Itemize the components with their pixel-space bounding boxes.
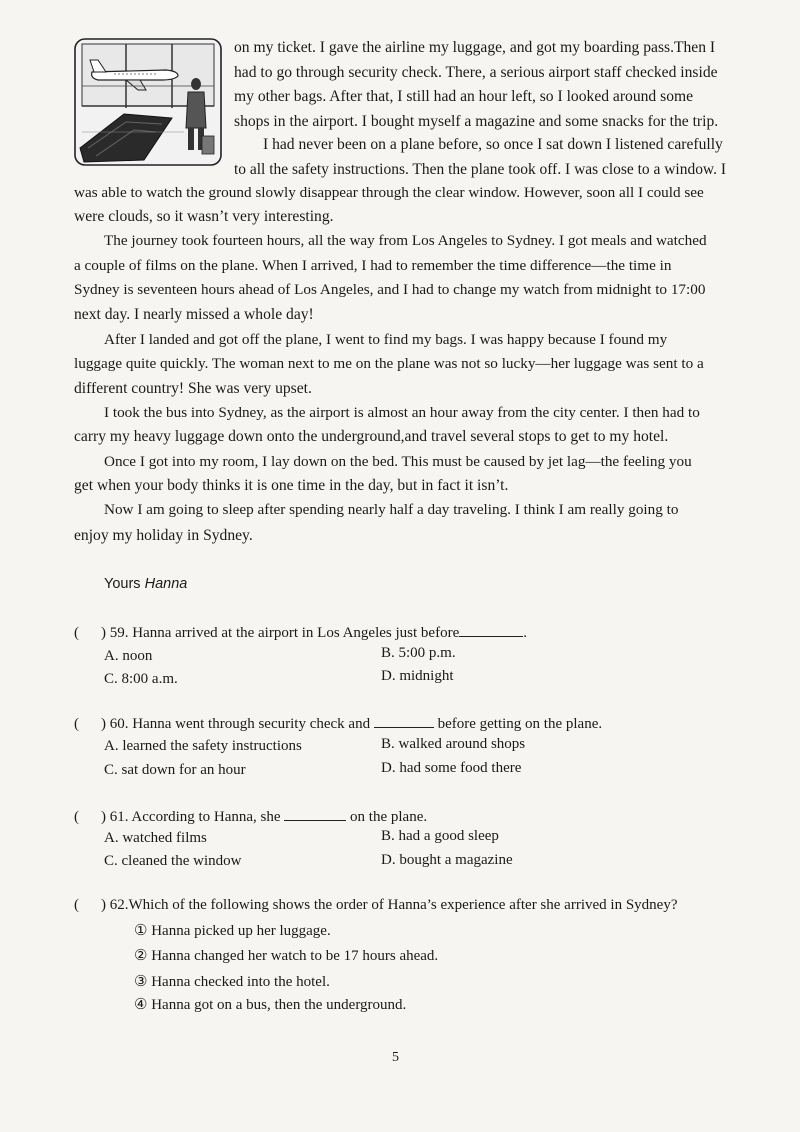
option-d[interactable]: D. had some food there bbox=[381, 760, 522, 776]
question-text-after: on the plane. bbox=[350, 809, 428, 825]
passage-line: luggage quite quickly. The woman next to me on the plane was not so lucky—her luggage was sent to a bbox=[74, 355, 704, 372]
answer-blank[interactable] bbox=[284, 806, 346, 821]
page-number: 5 bbox=[392, 1050, 399, 1065]
option-b[interactable]: B. walked around shops bbox=[381, 736, 526, 752]
passage-line: Now I am going to sleep after spending nearly half a day traveling. I think I am really going to bbox=[104, 501, 679, 518]
letter-closing bbox=[104, 576, 187, 592]
passage-line: to all the safety instructions. Then the plane took off. I was close to a window. I bbox=[234, 161, 726, 178]
question-text: 62.Which of the following shows the order of Hanna’s experience after she arrived in Sydney? bbox=[109, 897, 678, 913]
answer-paren-close: ) bbox=[101, 716, 106, 732]
answer-paren-open: ( bbox=[74, 897, 79, 913]
passage-line: had to go through security check. There, a serious airport staff checked inside bbox=[234, 64, 718, 81]
answer-paren-close: ) bbox=[101, 897, 106, 913]
question-text: 59. Hanna arrived at the airport in Los Angeles just before bbox=[109, 625, 460, 641]
option-a[interactable]: A. learned the safety instructions bbox=[104, 738, 302, 754]
question-text: 60. Hanna went through security check and bbox=[109, 716, 371, 732]
passage-line: a couple of films on the plane. When I arrived, I had to remember the time difference—the time in bbox=[74, 257, 672, 274]
passage-line: I had never been on a plane before, so once I sat down I listened carefully bbox=[263, 136, 723, 153]
passage-line: was able to watch the ground slowly disappear through the clear window. However, soon all I could see bbox=[74, 184, 704, 201]
option-a[interactable]: A. noon bbox=[104, 648, 153, 664]
question-59 bbox=[74, 622, 527, 642]
answer-paren-close: ) bbox=[101, 625, 106, 641]
question-text-after: before getting on the plane. bbox=[437, 716, 603, 732]
option-c[interactable]: C. sat down for an hour bbox=[104, 762, 246, 778]
sequence-item: ③ Hanna checked into the hotel. bbox=[134, 974, 330, 990]
passage-line: my other bags. After that, I still had an hour left, so I looked around some bbox=[234, 88, 694, 105]
question-text: 61. According to Hanna, she bbox=[109, 809, 281, 825]
question-text-after: . bbox=[523, 625, 527, 641]
option-c[interactable]: C. cleaned the window bbox=[104, 853, 242, 869]
answer-blank[interactable] bbox=[459, 622, 523, 637]
option-c[interactable]: C. 8:00 a.m. bbox=[104, 671, 178, 687]
option-a[interactable]: A. watched films bbox=[104, 830, 207, 846]
airport-window-illustration bbox=[74, 38, 222, 166]
passage-line: next day. I nearly missed a whole day! bbox=[74, 306, 314, 323]
answer-blank[interactable] bbox=[374, 713, 434, 728]
passage-line: shops in the airport. I bought myself a magazine and some snacks for the trip. bbox=[234, 113, 719, 130]
sequence-item: ② Hanna changed her watch to be 17 hours ahead. bbox=[134, 948, 439, 964]
sequence-item: ① Hanna picked up her luggage. bbox=[134, 923, 331, 939]
option-d[interactable]: D. bought a magazine bbox=[381, 852, 513, 868]
passage-line: Sydney is seventeen hours ahead of Los Angeles, and I had to change my watch from midnight to 17:00 bbox=[74, 281, 706, 298]
question-60 bbox=[74, 713, 602, 733]
passage-line: enjoy my holiday in Sydney. bbox=[74, 527, 253, 544]
passage-line: on my ticket. I gave the airline my luggage, and got my boarding pass.Then I bbox=[234, 39, 716, 56]
answer-paren-close: ) bbox=[101, 809, 106, 825]
option-b[interactable]: B. 5:00 p.m. bbox=[381, 645, 456, 661]
passage-line: The journey took fourteen hours, all the way from Los Angeles to Sydney. I got meals and watched bbox=[104, 232, 707, 249]
passage-line: carry my heavy luggage down onto the underground,and travel several stops to get to my hotel. bbox=[74, 428, 669, 445]
passage-line: were clouds, so it wasn’t very interesting. bbox=[74, 208, 334, 225]
passage-line: Once I got into my room, I lay down on the bed. This must be caused by jet lag—the feeling you bbox=[104, 453, 692, 470]
sequence-item: ④ Hanna got on a bus, then the underground. bbox=[134, 997, 407, 1013]
closing-name: Hanna bbox=[144, 576, 188, 592]
answer-paren-open: ( bbox=[74, 716, 79, 732]
question-62 bbox=[74, 897, 677, 914]
passage-line: different country! She was very upset. bbox=[74, 380, 312, 397]
option-d[interactable]: D. midnight bbox=[381, 668, 454, 684]
question-61 bbox=[74, 806, 427, 826]
passage-line: I took the bus into Sydney, as the airport is almost an hour away from the city center. I then had to bbox=[104, 404, 700, 421]
answer-paren-open: ( bbox=[74, 809, 79, 825]
answer-paren-open: ( bbox=[74, 625, 79, 641]
closing-yours: Yours bbox=[104, 576, 141, 592]
option-b[interactable]: B. had a good sleep bbox=[381, 828, 499, 844]
passage-line: get when your body thinks it is one time in the day, but in fact it isn’t. bbox=[74, 477, 509, 494]
passage-line: After I landed and got off the plane, I went to find my bags. I was happy because I found my bbox=[104, 331, 668, 348]
